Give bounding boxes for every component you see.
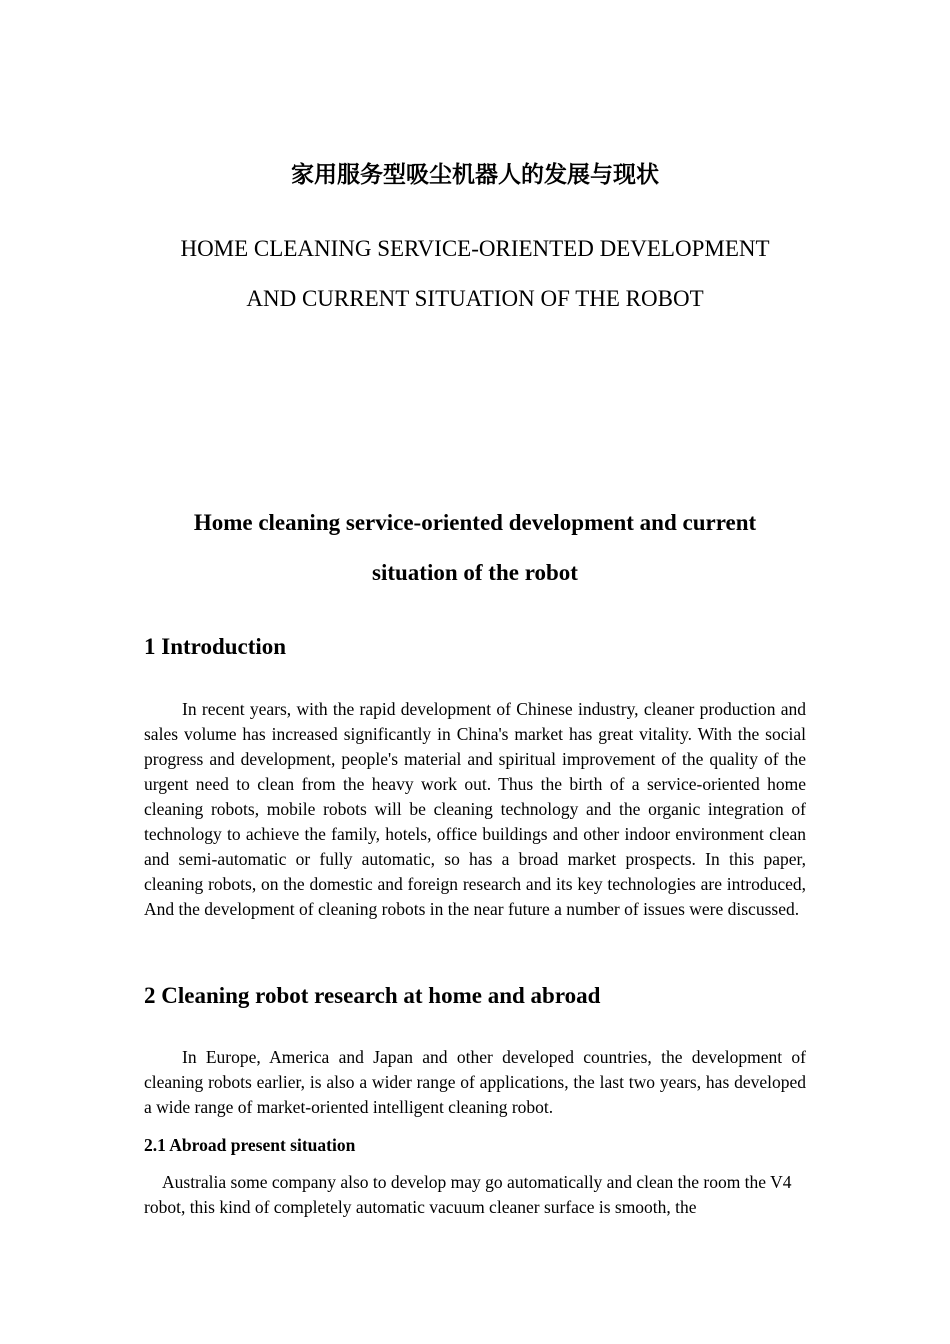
section-2-1-heading: 2.1 Abroad present situation [144, 1135, 356, 1155]
paper-title-line-1: Home cleaning service-oriented development and current [193, 510, 757, 535]
english-title-line-2: AND CURRENT SITUATION OF THE ROBOT [246, 286, 704, 311]
section-2-paragraph: In Europe, America and Japan and other developed countries, the development of cleaning robots earlier, is also a wider range of applications, the last two years, has developed a wide range of market-oriented intelligent cleaning robot. [144, 1047, 806, 1117]
section-1-heading: 1 Introduction [144, 634, 287, 659]
chinese-title: 家用服务型吸尘机器人的发展与现状 [291, 162, 659, 188]
section-1-paragraph: In recent years, with the rapid development of Chinese industry, cleaner production and sales volume has increased significantly in China's market has great vitality. With the social progress and development, people's material and spiritual improvement of the quality of the urgent need to clean from the heavy work out. Thus the birth of a service-oriented home cleaning robots, mobile robots will be cleaning technology and the organic integration of technology to achieve the family, hotels, office buildings and other indoor environment clean and semi-automatic or fully automatic, so has a broad market prospects. In this paper, cleaning robots, on the domestic and foreign research and its key technologies are introduced, And the development of cleaning robots in the near future a number of issues were discussed. [144, 699, 806, 919]
section-2-1-paragraph: Australia some company also to develop may go automatically and clean the room the V4 robot, this kind of completely automatic vacuum cleaner surface is smooth, the [144, 1172, 792, 1217]
english-title-line-1: HOME CLEANING SERVICE-ORIENTED DEVELOPMENT [180, 236, 770, 261]
section-2-heading: 2 Cleaning robot research at home and abroad [144, 983, 601, 1008]
paper-title-line-2: situation of the robot [372, 560, 578, 585]
